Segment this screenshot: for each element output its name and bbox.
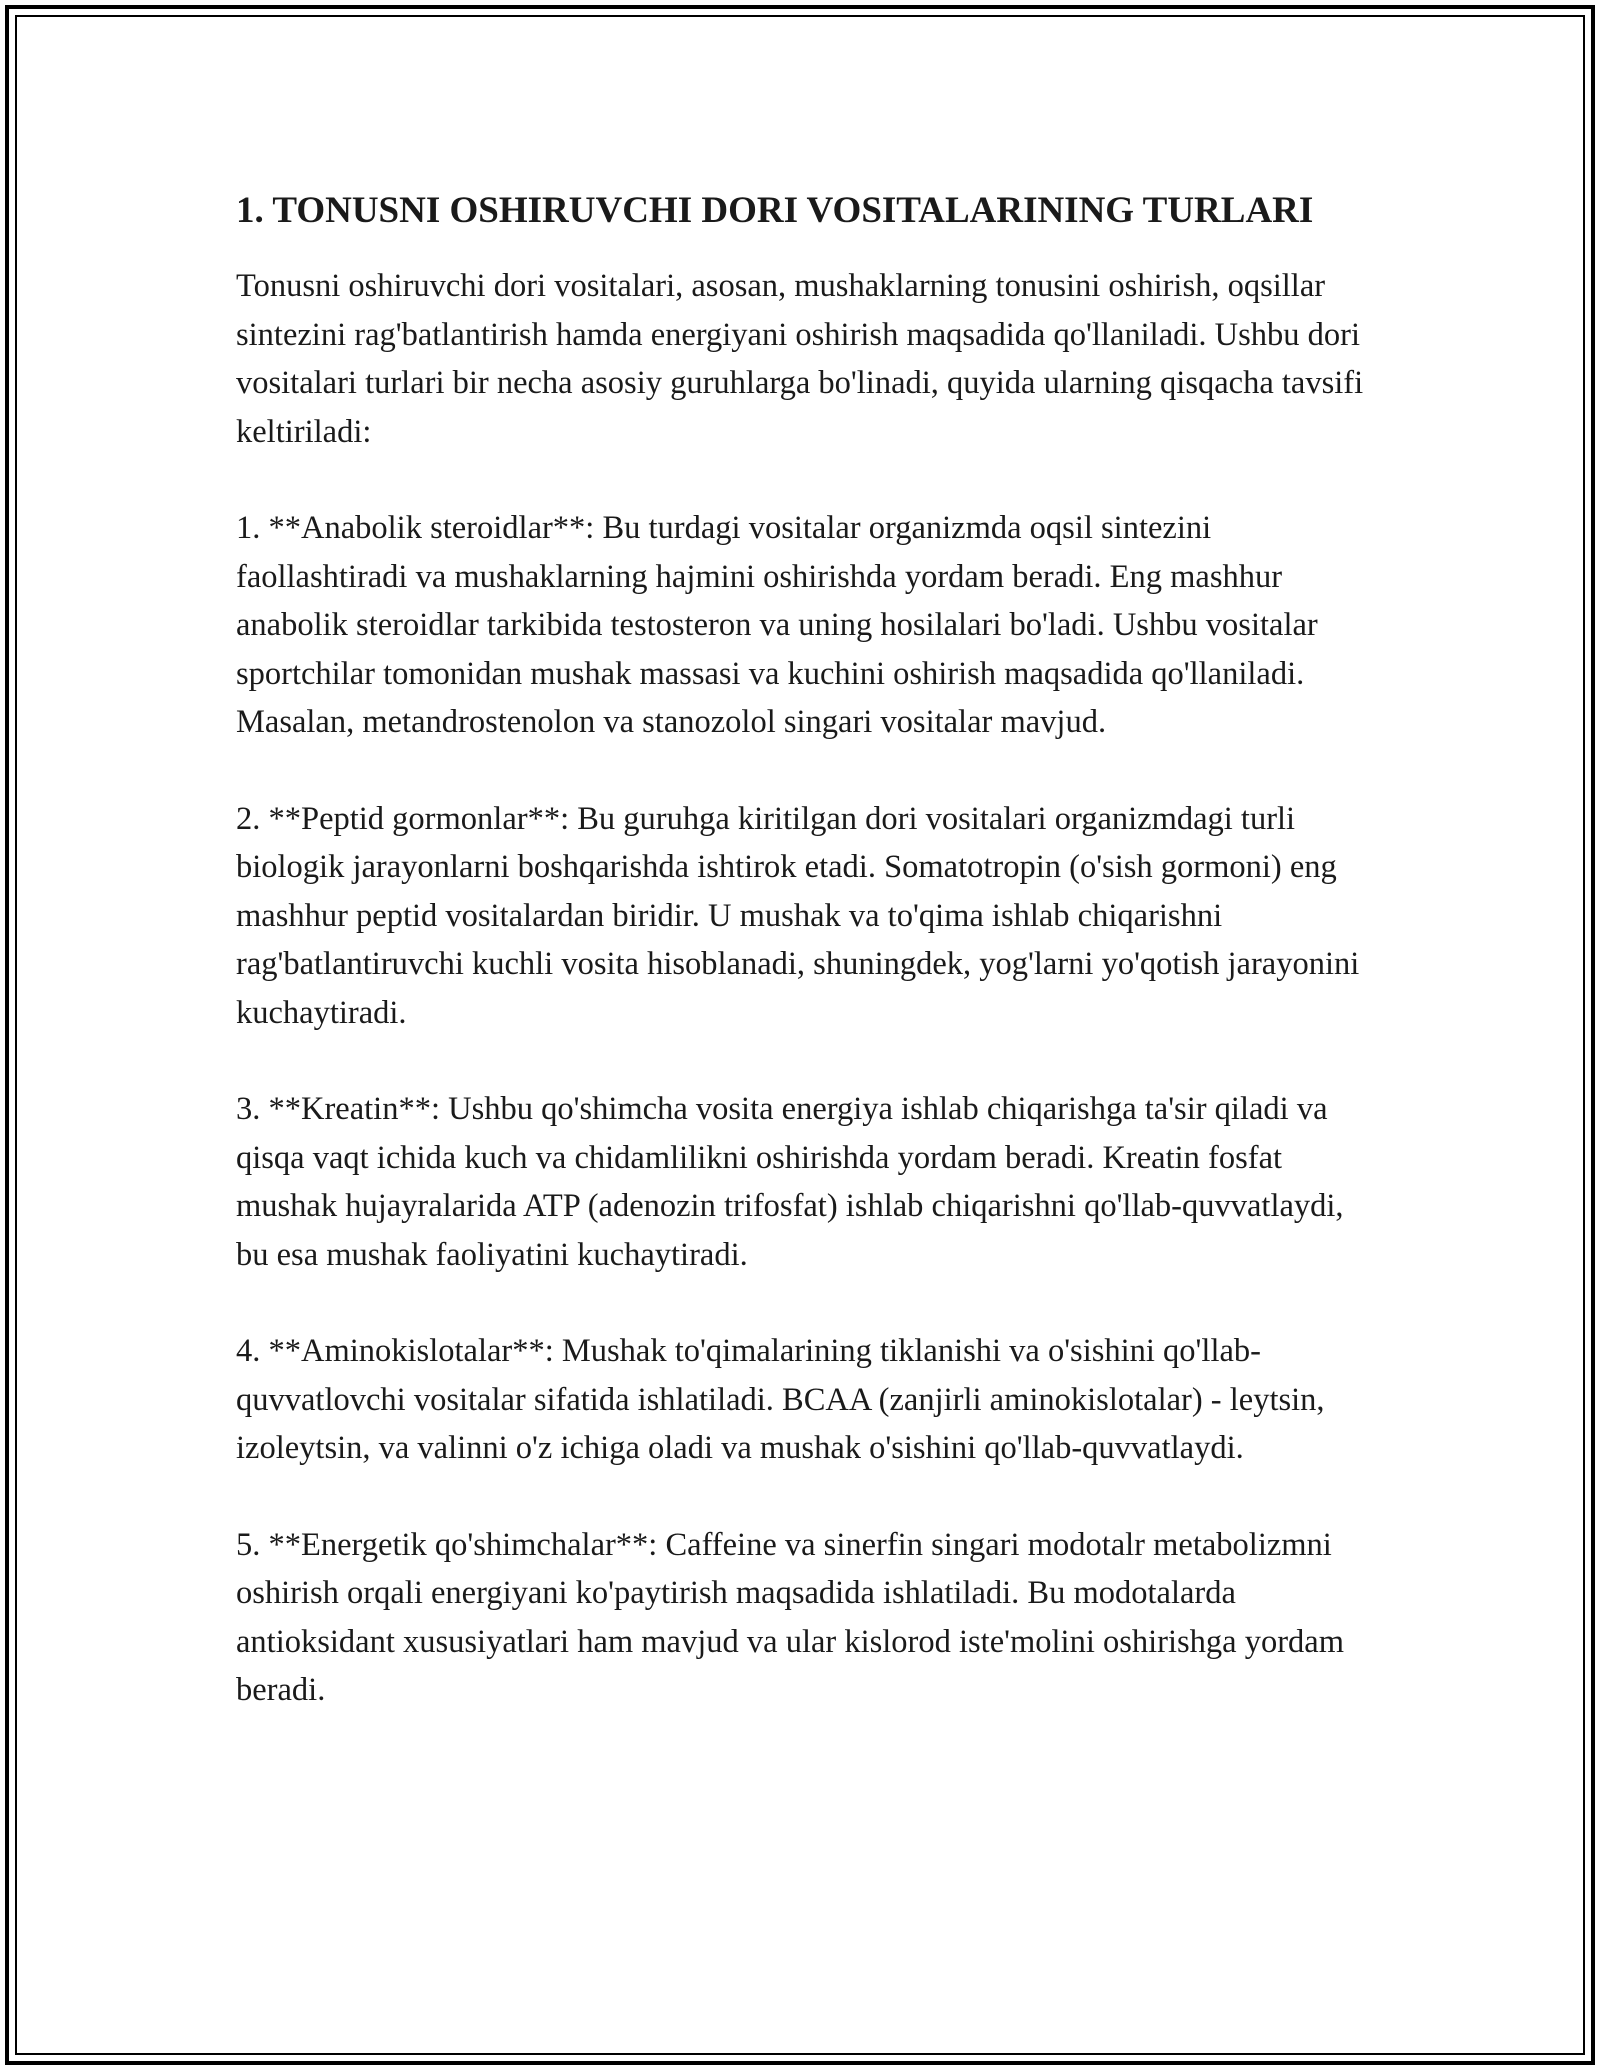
document-body — [236, 186, 1384, 1763]
section-heading: 1. TONUSNI OSHIRUVCHI DORI VOSITALARINING TURLARI — [236, 190, 1314, 231]
item-kreatin: 3. **Kreatin**: Ushbu qo'shimcha vosita energiya ishlab chiqarishga ta'sir qiladi va qisqa vaqt ichida kuch va chidamlilikni oshirishda yordam beradi. Kreatin fosfat mushak hujayralarida ATP (adenozin trifosfat) ishlab chiqarishni qo'llab-quvvatlaydi, bu esa mushak faoliyatini kuchaytiradi. — [236, 1091, 1344, 1273]
item-peptid-gormonlar: 2. **Peptid gormonlar**: Bu guruhga kiritilgan dori vositalari organizmdagi turli biologik jarayonlarni boshqarishda ishtirok etadi. Somatotropin (o'sish gormoni) eng mashhur peptid vositalardan biridir. U mushak va to'qima ishlab chiqarishni rag'batlantiruvchi kuchli vosita hisoblanadi, shuningdek, yog'larni yo'qotish jarayonini kuchaytiradi. — [236, 800, 1360, 1031]
item-energetik-qoshimchalar: 5. **Energetik qo'shimchalar**: Caffeine va sinerfin singari modotalr metabolizmni oshirish orqali energiyani ko'paytirish maqsadida ishlatiladi. Bu modotalarda antioksidant xususiyatlari ham mavjud va ular kislorod iste'molini oshirishga yordam beradi. — [236, 1526, 1344, 1708]
item-anabolik-steroidlar: 1. **Anabolik steroidlar**: Bu turdagi vositalar organizmda oqsil sintezini faollashtiradi va mushaklarning hajmini oshirishda yordam beradi. Eng mashhur anabolik steroidlar tarkibida testosteron va uning hosilalari bo'ladi. Ushbu vositalar sportchilar tomonidan mushak massasi va kuchini oshirish maqsadida qo'llaniladi. Masalan, metandrostenolon va stanozolol singari vositalar mavjud. — [236, 510, 1318, 740]
intro-paragraph: Tonusni oshiruvchi dori vositalari, asosan, mushaklarning tonusini oshirish, oqsillar sintezini rag'batlantirish hamda energiyani oshirish maqsadida qo'llaniladi. Ushbu dori vositalari turlari bir necha asosiy guruhlarga bo'linadi, quyida ularning qisqacha tavsifi keltiriladi: — [236, 268, 1364, 450]
item-aminokislotalar: 4. **Aminokislotalar**: Mushak to'qimalarining tiklanishi va o'sishini qo'llab-quvvatlovchi vositalar sifatida ishlatiladi. BCAA (zanjirli aminokislotalar) - leytsin, izoleytsin, va valinni o'z ichiga oladi va mushak o'sishini qo'llab-quvvatlaydi. — [236, 1333, 1325, 1466]
